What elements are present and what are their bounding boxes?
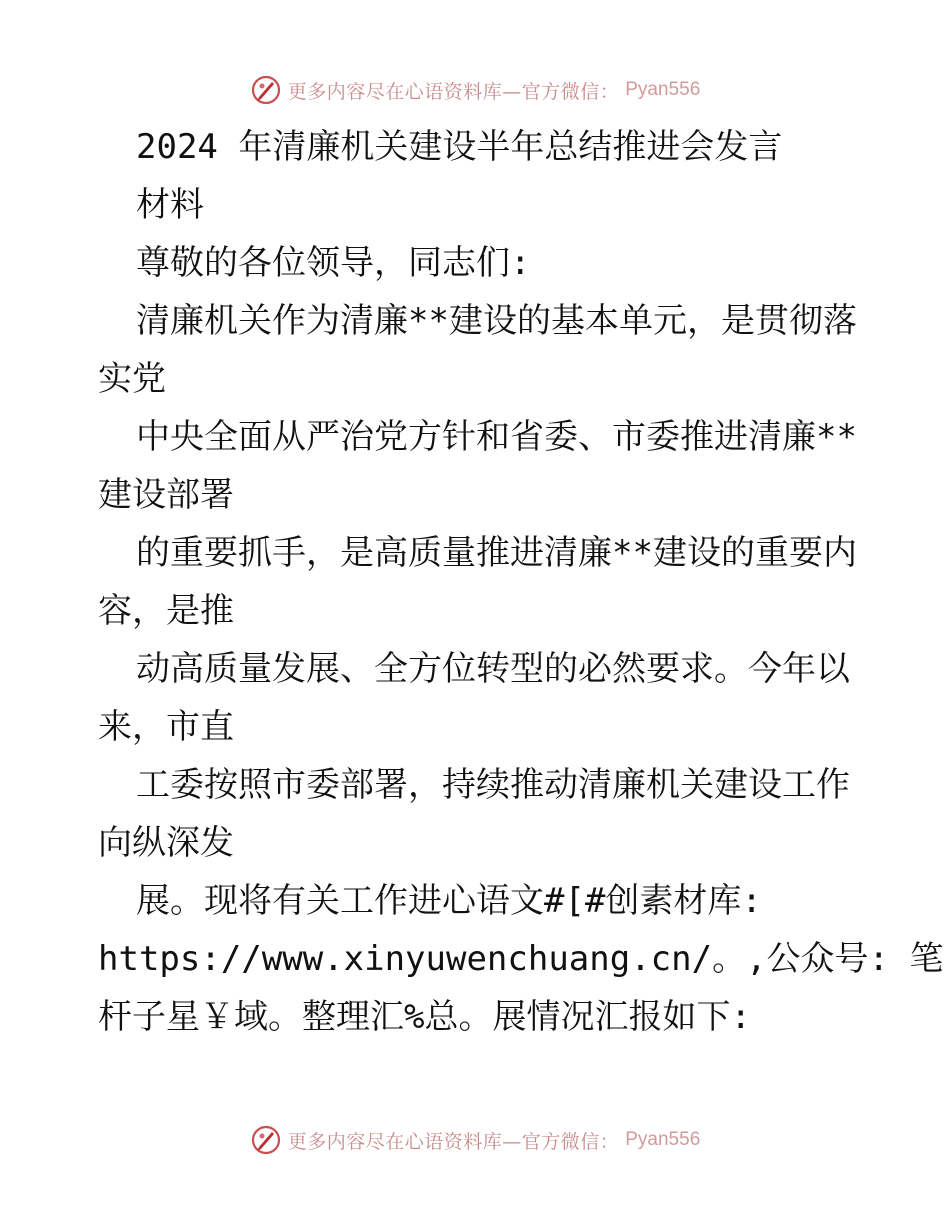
salutation-line: 尊敬的各位领导，同志们: — [136, 243, 531, 283]
paragraph-line: 杆子星￥域。整理汇%总。展情况汇报如下: — [98, 997, 751, 1037]
paragraph-line: 建设部署 — [98, 475, 234, 515]
paragraph-line: 展。现将有关工作进心语文#[#创素材库: — [136, 881, 762, 921]
document-body — [98, 118, 944, 1046]
watermark-wechat-id: Pyan556 — [625, 1129, 701, 1150]
paragraph-line: 的重要抓手，是高质量推进清廉**建设的重要内 — [136, 533, 857, 573]
paragraph-line: 工委按照市委部署，持续推动清廉机关建设工作 — [136, 765, 850, 805]
quill-pen-logo-icon — [250, 1124, 282, 1156]
watermark-banner-bottom — [0, 1122, 950, 1158]
paragraph-line: 动高质量发展、全方位转型的必然要求。今年以 — [136, 649, 850, 689]
doc-title-line: 材料 — [136, 185, 204, 225]
paragraph-line-url: https://www.xinyuwenchuang.cn/。,公众号: 笔 — [98, 939, 944, 979]
paragraph-line: 向纵深发 — [98, 823, 234, 863]
doc-title-line: 2024 年清廉机关建设半年总结推进会发言 — [136, 127, 783, 167]
paragraph-line: 实党 — [98, 359, 166, 399]
paragraph-line: 清廉机关作为清廉**建设的基本单元，是贯彻落 — [136, 301, 857, 341]
paragraph-line: 容，是推 — [98, 591, 234, 631]
quill-pen-logo-icon — [250, 74, 282, 106]
watermark-banner-top — [0, 72, 950, 108]
paragraph-line: 来，市直 — [98, 707, 234, 747]
watermark-text: 更多内容尽在心语资料库—官方微信： — [287, 1130, 620, 1153]
paragraph-line: 中央全面从严治党方针和省委、市委推进清廉** — [136, 417, 857, 457]
watermark-wechat-id: Pyan556 — [625, 79, 701, 100]
watermark-text: 更多内容尽在心语资料库—官方微信： — [287, 80, 620, 103]
